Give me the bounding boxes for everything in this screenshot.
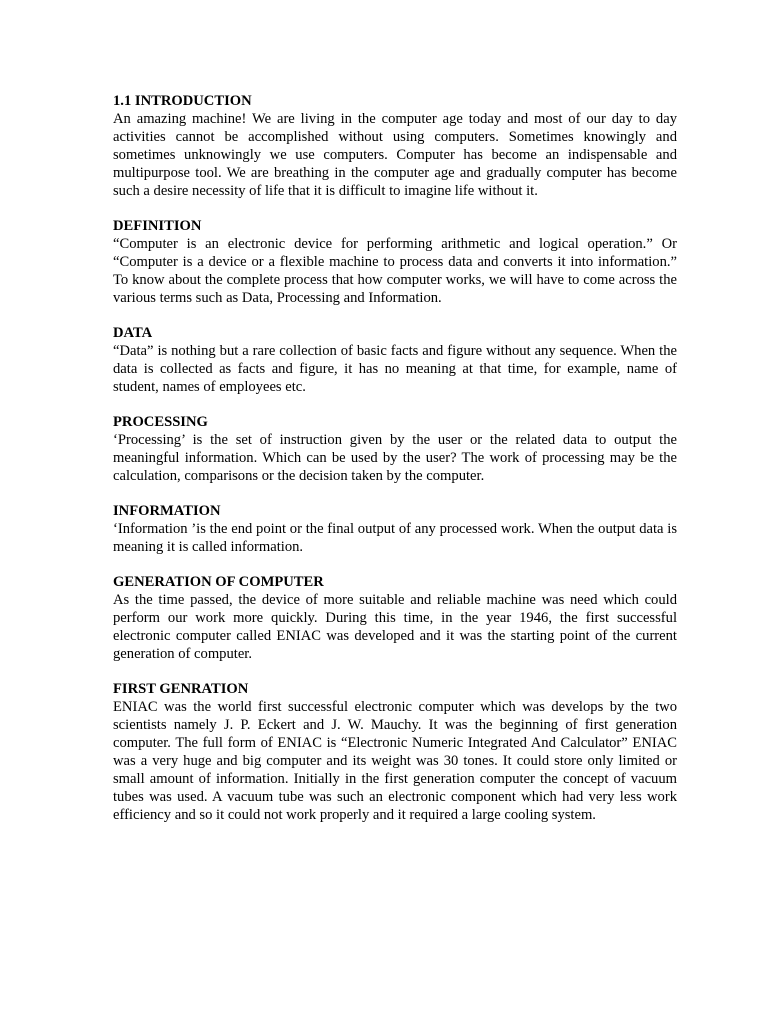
section-definition — [113, 217, 677, 307]
section-paragraph: An amazing machine! We are living in the computer age today and most of our day to day activities cannot be accomplished without using computers. Sometimes knowingly and sometimes unknowingly we use computers. Computer has become an indispensable and multipurpose tool. We are breathing in the computer age and gradually computer has become such a desire necessity of life that it is difficult to imagine life without it. — [113, 111, 677, 199]
section-heading: 1.1 INTRODUCTION — [113, 93, 252, 109]
section-generation-of-computer — [113, 573, 677, 663]
document-page — [113, 92, 677, 841]
section-paragraph: ENIAC was the world first successful electronic computer which was develops by the two scientists namely J. P. Eckert and J. W. Mauchy. It was the beginning of first generation computer. The full form of ENIAC is “Electronic Numeric Integrated And Calculator” ENIAC was a very huge and big computer and its weight was 30 tones. It could store only limited or small amount of information. Initially in the first generation computer the concept of vacuum tubes was used. A vacuum tube was such an electronic component which had very less work efficiency and so it could not work properly and it required a large cooling system. — [113, 699, 677, 823]
section-information — [113, 502, 677, 556]
section-introduction — [113, 92, 677, 200]
section-heading: PROCESSING — [113, 414, 208, 430]
section-paragraph: ‘Processing’ is the set of instruction given by the user or the related data to output the meaningful information. Which can be used by the user? The work of processing may be the calculation, comparisons or the decision taken by the computer. — [113, 432, 677, 484]
section-heading: DEFINITION — [113, 218, 202, 234]
section-paragraph: As the time passed, the device of more suitable and reliable machine was need which could perform our work more quickly. During this time, in the year 1946, the first successful electronic computer called ENIAC was developed and it was the starting point of the current generation of computer. — [113, 592, 677, 662]
section-processing — [113, 413, 677, 485]
section-first-generation — [113, 680, 677, 824]
section-data — [113, 324, 677, 396]
section-paragraph: “Data” is nothing but a rare collection of basic facts and figure without any sequence. When the data is collected as facts and figure, it has no meaning at that time, for example, name of student, names of employees etc. — [113, 343, 677, 395]
section-heading: FIRST GENRATION — [113, 681, 249, 697]
section-heading: INFORMATION — [113, 503, 221, 519]
section-heading: GENERATION OF COMPUTER — [113, 574, 324, 590]
section-heading: DATA — [113, 325, 153, 341]
section-paragraph: “Computer is an electronic device for performing arithmetic and logical operation.” Or “Computer is a device or a flexible machine to process data and converts it into information.” To know about the complete process that how computer works, we will have to come across the various terms such as Data, Processing and Information. — [113, 236, 677, 306]
section-paragraph: ‘Information ’is the end point or the final output of any processed work. When the output data is meaning it is called information. — [113, 521, 677, 555]
